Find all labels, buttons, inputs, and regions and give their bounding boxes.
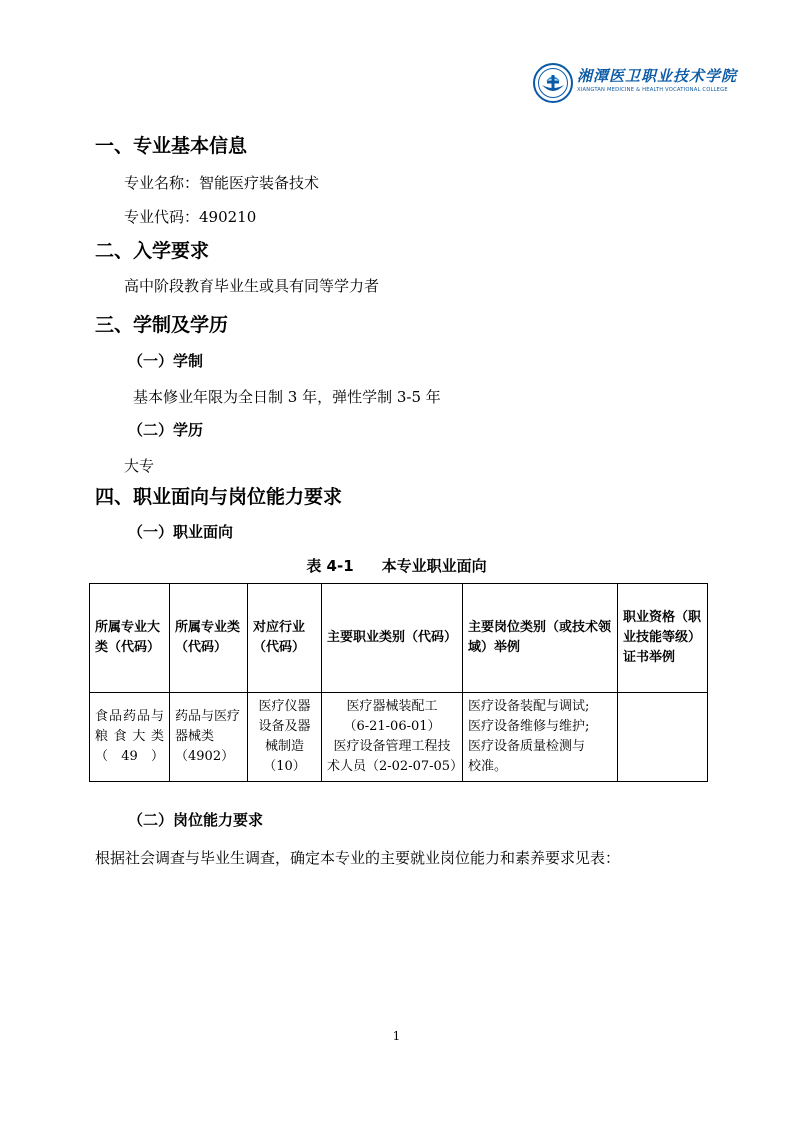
table-cell: 食品药品与粮食大类（49）: [90, 693, 170, 782]
table-caption-text: 本专业职业面向: [381, 557, 487, 575]
header-cell: 所属专业类（代码）: [170, 584, 248, 693]
duration-text: 基本修业年限为全日制 3 年，弹性学制 3-5 年: [133, 388, 441, 406]
college-name-en: XIANGTAN MEDICINE & HEALTH VOCATIONAL COLLEGE: [577, 87, 728, 93]
college-emblem-icon: [533, 63, 573, 103]
table-caption: [0, 555, 793, 576]
cell-line: 医疗仪器: [258, 699, 311, 714]
cell-line: （6-21-06-01）: [343, 719, 441, 734]
subsection-degree: （二）学历: [128, 421, 204, 439]
section-title-duration: 三、学制及学历: [95, 314, 229, 336]
subsection-job-ability: （二）岗位能力要求: [128, 811, 264, 829]
header-cell: 主要职业类别（代码）: [322, 584, 463, 693]
header-cell: 对应行业（代码）: [248, 584, 322, 693]
table-cell: 药品与医疗器械类（4902）: [170, 693, 248, 782]
table-row: [90, 693, 708, 782]
cell-line: 医疗设备维修与维护;: [468, 719, 590, 734]
cell-line: （10）: [263, 759, 306, 774]
college-name-cn: 湘潭医卫职业技术学院: [577, 67, 738, 85]
table-cell: [463, 693, 618, 782]
table-cell: [618, 693, 708, 782]
section-title-career: 四、职业面向与岗位能力要求: [95, 486, 343, 508]
degree-text: 大专: [124, 457, 155, 475]
header-cell: 主要岗位类别（或技术领域）举例: [463, 584, 618, 693]
table-cell: [248, 693, 322, 782]
admission-text: 高中阶段教育毕业生或具有同等学力者: [124, 277, 380, 295]
table-cell: [322, 693, 463, 782]
cell-line: 医疗器械装配工: [346, 699, 438, 714]
cell-line: 校准。: [468, 759, 508, 774]
page-number: 1: [392, 1029, 401, 1043]
section-title-admission: 二、入学要求: [95, 240, 210, 262]
cell-line: 医疗设备管理工程技: [333, 739, 451, 754]
table-caption-number: 表 4-1: [306, 557, 354, 575]
subsection-duration: （一）学制: [128, 352, 204, 370]
major-code: 专业代码：490210: [124, 208, 257, 226]
cell-line: 术人员（2-02-07-05）: [327, 759, 464, 774]
cell-line: 械制造: [264, 739, 304, 754]
career-table: [89, 583, 708, 782]
section-title-basic-info: 一、专业基本信息: [95, 135, 248, 157]
major-name: 专业名称：智能医疗装备技术: [124, 174, 320, 192]
cell-line: 设备及器: [258, 719, 311, 734]
header-cell: 职业资格（职业技能等级）证书举例: [618, 584, 708, 693]
cell-line: 医疗设备装配与调试;: [468, 699, 590, 714]
job-ability-text: 根据社会调查与毕业生调查，确定本专业的主要就业岗位能力和素养要求见表：: [95, 849, 621, 867]
college-logo: [533, 63, 738, 109]
header-cell: 所属专业大类（代码）: [90, 584, 170, 693]
table-header-row: [90, 584, 708, 693]
subsection-career-direction: （一）职业面向: [128, 523, 234, 541]
cell-line: 医疗设备质量检测与: [468, 739, 586, 754]
